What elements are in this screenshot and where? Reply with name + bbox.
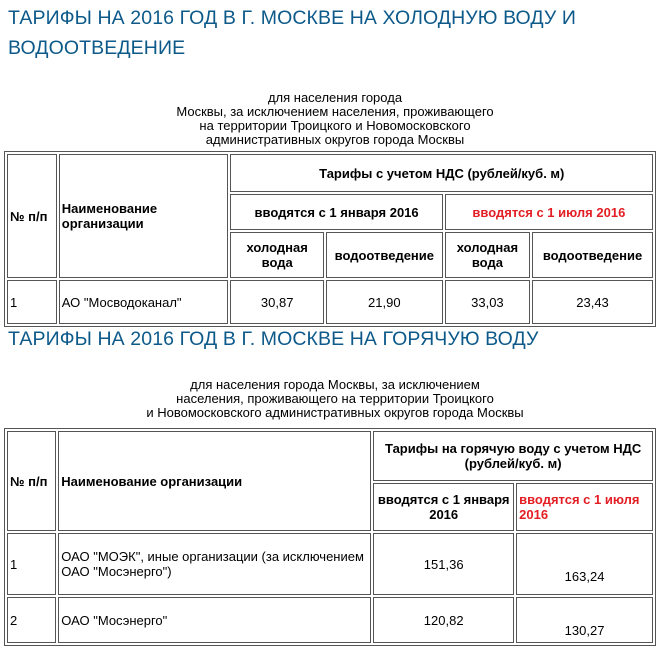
header-period-july: вводятся с 1 июля 2016 xyxy=(516,483,653,531)
subtitle-line: для населения города Москвы, за исключением xyxy=(190,377,480,392)
header-tariffs-group: Тарифы на горячую воду с учетом НДС (рублей/куб. м) xyxy=(373,431,653,481)
cell-num: 2 xyxy=(7,597,56,643)
cell-value: 130,27 xyxy=(516,597,653,643)
header-num: № п/п xyxy=(7,431,56,531)
page-title-hot-water: ТАРИФЫ НА 2016 ГОД В Г. МОСКВЕ НА ГОРЯЧУЮ ВОДУ xyxy=(8,328,539,350)
hot-water-tariff-table xyxy=(4,428,656,646)
subheader-cold-water: холодная вода xyxy=(445,232,530,278)
cell-value: 163,24 xyxy=(516,533,653,595)
header-organization: Наименование организации xyxy=(58,431,371,531)
header-period-july: вводятся с 1 июля 2016 xyxy=(445,194,653,230)
cell-value: 120,82 xyxy=(373,597,514,643)
cell-value: 33,03 xyxy=(445,280,530,324)
title-line-1: ТАРИФЫ НА 2016 ГОД В Г. МОСКВЕ НА ХОЛОДНУЮ ВОДУ И xyxy=(8,7,577,29)
subtitle-line: на территории Троицкого и Новомосковского xyxy=(199,118,471,133)
header-period-january: вводятся с 1 января 2016 xyxy=(373,483,514,531)
cell-organization: ОАО "Мосэнерго" xyxy=(58,597,371,643)
subtitle-line: и Новомосковского административных округов города Москвы xyxy=(146,405,524,420)
cell-organization: АО "Мосводоканал" xyxy=(59,280,229,324)
title-line-2: ВОДООТВЕДЕНИЕ xyxy=(8,37,186,59)
subtitle-line: для населения города xyxy=(267,90,403,105)
header-organization: Наименование организации xyxy=(59,154,229,278)
subtitle-line: административных округов города Москвы xyxy=(205,132,465,147)
subheader-cold-water: холодная вода xyxy=(230,232,323,278)
subheader-drainage: водоотведение xyxy=(532,232,653,278)
subheader-drainage: водоотведение xyxy=(326,232,443,278)
subtitle-line: населения, проживающего на территории Троицкого xyxy=(176,391,494,406)
header-num: № п/п xyxy=(7,154,57,278)
subtitle-line: Москвы, за исключением населения, проживающего xyxy=(176,104,494,119)
table-row xyxy=(7,280,653,324)
cell-organization: ОАО "МОЭК", иные организации (за исключением ОАО "Мосэнерго") xyxy=(58,533,371,595)
table-row xyxy=(7,533,653,595)
header-tariffs-group: Тарифы с учетом НДС (рублей/куб. м) xyxy=(230,154,653,192)
page-title-cold-water xyxy=(8,3,576,63)
cell-value: 23,43 xyxy=(532,280,653,324)
subtitle-cold-water xyxy=(90,91,580,147)
cell-num: 1 xyxy=(7,280,57,324)
cell-value: 21,90 xyxy=(326,280,443,324)
header-period-january: вводятся с 1 января 2016 xyxy=(230,194,442,230)
cell-value: 151,36 xyxy=(373,533,514,595)
cell-num: 1 xyxy=(7,533,56,595)
subtitle-hot-water xyxy=(60,378,610,420)
table-row xyxy=(7,597,653,643)
cold-water-tariff-table xyxy=(4,151,656,327)
cell-value: 30,87 xyxy=(230,280,323,324)
